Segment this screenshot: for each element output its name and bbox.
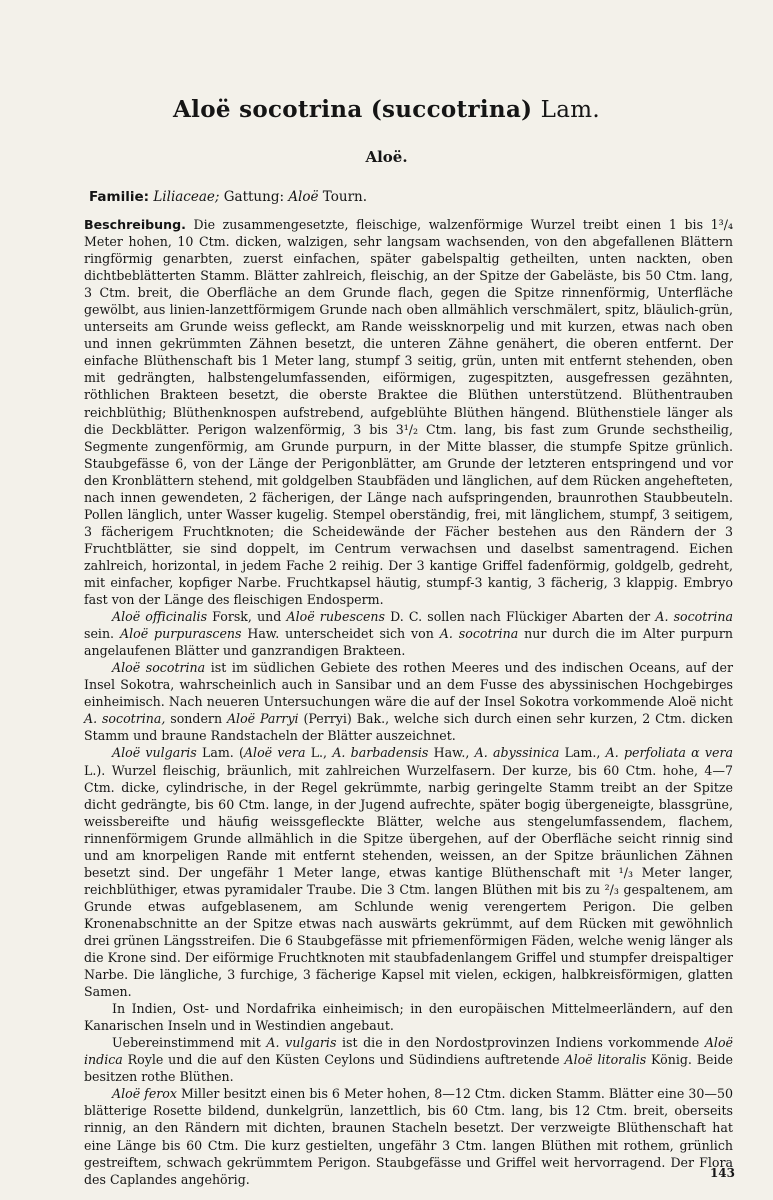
species-name: Aloë vera (243, 745, 306, 761)
paragraph-beschreibung (84, 216, 733, 608)
page-number: 143 (709, 1166, 735, 1180)
beschreibung-text: Die zusammengesetzte, fleischige, walzenförmige Wurzel treibt einen 1 bis 1³/₄ Meter hohen, 10 Ctm. dicken, walzigen, sehr langsam wachsenden, von den abgefallenen Blättern ringförmig genarbten, zuerst einfachen, später gabelspaltig getheilten, unten nackten, oben dichtbeblätterten Stamm. Blätter zahlreich, fleischig, an der Spitze der Gabeläste, bis 50 Ctm. lang, 3 Ctm. breit, die Oberfläche an dem Grunde flach, gegen die Spitze rinnenförmig, Unterfläche gewölbt, aus linien-lanzettförmigem Grunde nach oben allmählich verschmälert, spitz, bläulich-grün, unterseits am Grunde weiss gefleckt, am Rande weissknorpelig und mit kurzen, etwas nach oben und innen gekrümmten Zähnen besetzt, die unteren Zähne genähert, die oberen entfernt. Der einfache Blüthenschaft bis 1 Meter lang, stumpf 3 seitig, grün, unten mit entfernt stehenden, oben mit gedrängten, halbstengelumfassenden, eiförmigen, zugespitzten, ausgefressen gezähnten, röthlichen Brakteen besetzt, die oberste Braktee die Blüthen unterstützend. Blüthentrauben reichblüthig; Blüthenknospen aufstrebend, aufgeblühte Blüthen hängend. Blüthenstiele länger als die Deckblätter. Perigon walzenförmig, 3 bis 3¹/₂ Ctm. lang, bis fast zum Grunde sechstheilig, Segmente zungenförmig, am Grunde purpurn, in der Mitte blasser, die stumpfe Spitze grünlich. Staubgefässe 6, von der Länge der Perigonblätter, am Grunde der letzteren entspringend und vor den Kronblättern stehend, mit goldgelben Staubfäden und länglichen, auf dem Rücken angehefteten, nach innen gewendeten, 2 fächerigen, der Länge nach aufspringenden, braunrothen Staubbeuteln. Pollen länglich, unter Wasser kugelig. Stempel oberständig, frei, mit länglichem, stumpf, 3 seitigem, 3 fächerigem Fruchtknoten; die Scheidewände der Fächer bestehen aus den Rändern der 3 Fruchtblätter, sie sind doppelt, im Centrum verwachsen und daselbst samentragend. Eichen zahlreich, horizontal, in jedem Fache 2 reihig. Der 3 kantige Griffel fadenförmig, goldgelb, gedreht, mit einfacher, kopfiger Narbe. Fruchtkapsel häutig, stumpf-3 kantig, 3 fächerig, 3 klappig. Embryo fast von der Länge des fleischigen Endosperm. (84, 217, 733, 608)
genus-name: Aloë (288, 189, 319, 205)
species-name: Aloë indica (84, 1035, 733, 1068)
text-run: ist die in den Nordostprovinzen Indiens vorkommende (336, 1035, 705, 1051)
species-name: A. socotrina (439, 626, 519, 642)
species-name: Aloë Parryi (226, 711, 299, 727)
page-title (0, 96, 773, 123)
text-run: D. C. sollen nach Flückiger Abarten der (384, 609, 656, 625)
text-run: sondern (165, 711, 227, 727)
page-subtitle: Aloë. (365, 148, 408, 166)
text-run: Lam. ( (196, 745, 244, 761)
paragraph-habitat: In Indien, Ost- und Nordafrika einheimisch; in den europäischen Mittelmeerländern, auf den Kanarischen Inseln und in Westindien angebaut. (84, 1001, 733, 1034)
species-name: Aloë officinalis (112, 609, 208, 625)
species-name: A. socotrina, (84, 711, 166, 727)
family-name: Liliaceae; (153, 189, 220, 205)
species-name: Aloë socotrina (112, 660, 206, 676)
title-species: Aloë socotrina (succotrina) (173, 96, 533, 123)
text-run: L., (305, 745, 333, 761)
familie-label: Familie: (89, 189, 150, 205)
text-run: Miller besitzt einen bis 6 Meter hohen, 8—12 Ctm. dicken Stamm. Blätter eine 30—50 blätterige Rosette bildend, dunkelgrün, lanzettlich, bis 60 Ctm. lang, bis 12 Ctm. breit, oberseits rinnig, an den Rändern mit dichten, braunen Stacheln besetzt. Der verzweigte Blüthenschaft hat eine Länge bis 60 Ctm. Die kurz gestielten, ungefähr 3 Ctm. langen Blüthen mit rothem, grünlich gestreiftem, schwach gekrümmtem Perigon. Staubgefässe und Griffel weit hervorragend. Der Flora des Caplandes angehörig. (84, 1086, 733, 1187)
text-run: Royle und die auf den Küsten Ceylons und Südindiens auftretende (122, 1052, 565, 1068)
taxonomy-line (89, 189, 367, 205)
text-run: nur durch die im Alter purpurn angelaufenen Blätter und ganzrandigen Brakteen. (84, 626, 733, 659)
species-name: Aloë vulgaris (112, 745, 197, 761)
species-name: A. perfoliata α vera (605, 745, 733, 761)
text-run: L.). Wurzel fleischig, bräunlich, mit zahlreichen Wurzelfasern. Der kurze, bis 60 Ctm. hohe, 4—7 Ctm. dicke, cylindrische, in der Regel gekrümmte, narbig geringelte Stamm treibt an der Spitze dicht gedrängte, bis 60 Ctm. lange, in der Jugend aufrechte, später bogig übergeneigte, blassgrüne, weissbereifte und häufig weissgefleckte Blätter, welche aus stengelumfassendem, flachem, rinnenförmigem Grunde allmählich in die Spitze übergehen, auf der Oberfläche seicht rinnig sind und am knorpeligen Rande mit entfernt stehenden, weissen, an der Spitze bräunlichen Zähnen besetzt sind. Der ungefähr 1 Meter lange, etwas kantige Blüthenschaft mit ¹/₃ Meter langer, reichblüthiger, etwas pyramidaler Traube. Die 3 Ctm. langen Blüthen mit bis zu ²/₃ gespaltenem, am Grunde etwas aufgeblasenem, am Schlunde wenig verengertem Perigon. Die gelben Kronenabschnitte an der Spitze etwas nach auswärts gekrümmt, auf dem Rücken mit gewöhnlich drei grünen Längsstreifen. Die 6 Staubgefässe mit pfriemenförmigen Fäden, welche wenig länger als die Krone sind. Der eiförmige Fruchtknoten mit staubfadenlangem Griffel und stumpfer dreispaltiger Narbe. Die längliche, 3 furchige, 3 fächerige Kapsel mit vielen, eckigen, halbkreisförmigen, glatten Samen. (84, 762, 733, 1000)
text-run: (Perryi) Bak., welche sich durch einen sehr kurzen, 2 Ctm. dicken Stamm und braune Randstacheln der Blätter auszeichnet. (84, 711, 734, 744)
body-text (84, 216, 733, 1188)
species-name: A. vulgaris (266, 1035, 337, 1051)
gattung-label: Gattung: (223, 189, 285, 205)
text-run: Uebereinstimmend mit (112, 1035, 267, 1051)
beschreibung-lead: Beschreibung. (84, 217, 186, 232)
species-name: Aloë purpurascens (119, 626, 242, 642)
text-run: Haw., (428, 745, 475, 761)
species-name: A. socotrina (655, 609, 733, 625)
paragraph-ferox (84, 1085, 733, 1187)
paragraph-vulgaris (84, 744, 733, 1000)
species-name: Aloë rubescens (286, 609, 385, 625)
paragraph-indica (84, 1034, 733, 1085)
text-run: Forsk, und (207, 609, 287, 625)
text-run: Haw. unterscheidet sich von (241, 626, 440, 642)
paragraph-varieties (84, 608, 733, 659)
paragraph-distribution (84, 659, 733, 744)
species-name: Aloë ferox (112, 1086, 177, 1102)
species-name: A. barbadensis (332, 745, 429, 761)
text-run: König. Beide besitzen rothe Blüthen. (84, 1052, 734, 1085)
text-run: ist im südlichen Gebiete des rothen Meeres und des indischen Oceans, auf der Insel Sokotra, wahrscheinlich auch in Sansibar und an dem Fusse des abyssinischen Hochgebirges einheimisch. Nach neueren Untersuchungen wäre die auf der Insel Sokotra vorkommende Aloë nicht (84, 660, 733, 710)
text-run: Lam., (559, 745, 606, 761)
species-name: A. abyssinica (474, 745, 560, 761)
title-author: Lam. (540, 97, 600, 123)
genus-authority: Tourn. (322, 189, 368, 205)
species-name: Aloë litoralis (564, 1052, 647, 1068)
text-run: sein. (84, 626, 120, 642)
